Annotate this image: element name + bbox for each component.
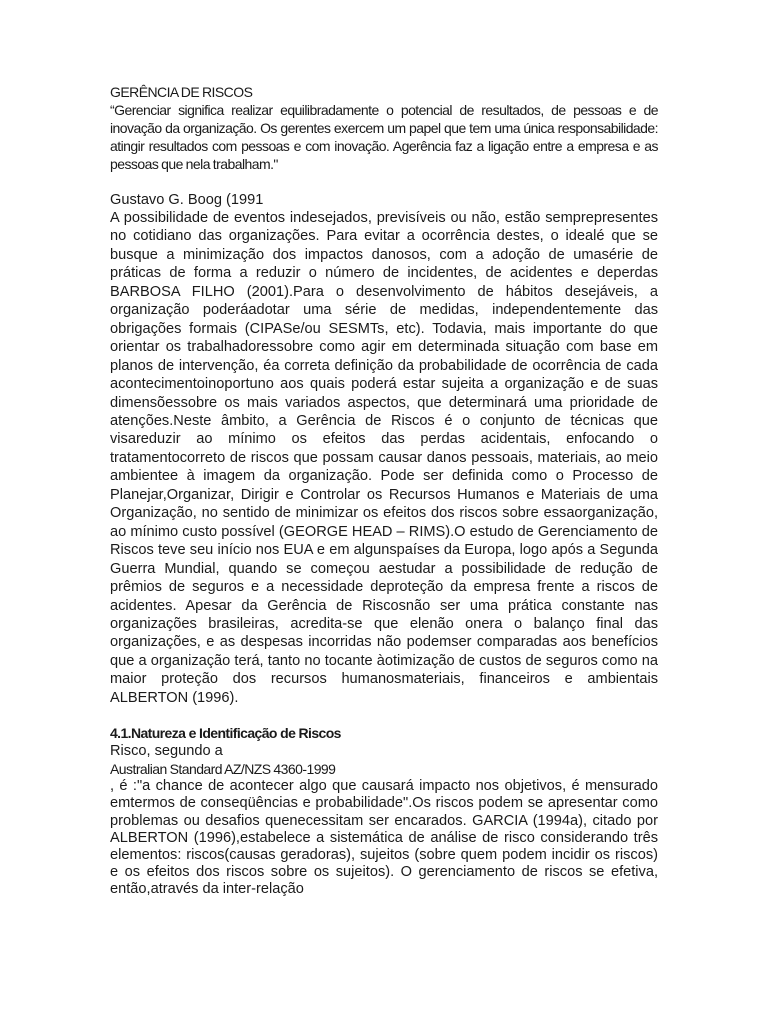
section-heading: 4.1.Natureza e Identificação de Riscos [110, 725, 341, 742]
standard-reference: Australian Standard AZ/NZS 4360-1999 [110, 761, 336, 778]
risk-definition-paragraph: , é :"a chance de acontecer algo que causará impacto nos objetivos, é mensurado emtermos de conseqüências e probabilidade".Os riscos podem se apresentar como problemas ou desafios quenecessitam ser encarados. GARCIA (1994a), citado por ALBERTON (1996),estabelece a sistemática de análise de risco considerando três elementos: riscos(causas geradoras), sujeitos (sobre quem podem incidir os riscos) e os efeitos dos riscos sobre os sujeitos). O gerenciamento de riscos se efetiva, então,através da inter-relação [110, 778, 658, 898]
epigraph-quote: “Gerenciar significa realizar equilibradamente o potencial de resultados, de pessoas e de inovação da organização. Os gerentes exercem um papel que tem uma única responsabilidade: atingir resultados com pessoas e com inovação. Agerência faz a ligação entre a empresa e as pessoas que nela trabalham." [110, 102, 658, 172]
document-page [110, 83, 658, 899]
quote-author: Gustavo G. Boog (1991 [110, 192, 264, 208]
body-paragraph: A possibilidade de eventos indesejados, previsíveis ou não, estão semprepresentes no cotidiano das organizações. Para evitar a ocorrência destes, o idealé que se busque a minimização dos impactos danosos, com a adoção de umasérie de práticas de forma a reduzir o número de incidentes, de acidentes e deperdas BARBOSA FILHO (2001).Para o desenvolvimento de hábitos desejáveis, a organização poderáadotar uma série de medidas, independentemente das obrigações formais (CIPASe/ou SESMTs, etc). Todavia, mais importante do que orientar os trabalhadoressobre como agir em determinada situação com base em planos de intervenção, éa correta definição da probabilidade de ocorrência de cada acontecimentoinoportuno aos quais poderá estar sujeita a organização e de suas dimensõessobre os mais variados aspectos, que determinará uma prioridade de atenções.Neste âmbito, a Gerência de Riscos é o conjunto de técnicas que visareduzir ao mínimo os efeitos das perdas acidentais, enfocando o tratamentocorreto de riscos que possam causar danos pessoais, materiais, ao meio ambientee à imagem da organização. Pode ser definida como o Processo de Planejar,Organizar, Dirigir e Controlar os Recursos Humanos e Materiais de uma Organização, no sentido de minimizar os efeitos dos riscos sobre essaorganização, ao mínimo custo possível (GEORGE HEAD – RIMS).O estudo de Gerenciamento de Riscos teve seu início nos EUA e em algunspaíses da Europa, logo após a Segunda Guerra Mundial, quando se começou aestudar a possibilidade de redução de prêmios de seguros e a necessidade deproteção da empresa frente a riscos de acidentes. Apesar da Gerência de Riscosnão ser uma prática constante nas organizações brasileiras, acredita-se que elenão onera o balanço final das organizações, e as despesas incorridas não podemser comparadas aos benefícios que a organização terá, tanto no tocante àotimização de custos de seguros como na maior proteção dos recursos humanosmateriais, financeiros e ambientais ALBERTON (1996). [110, 210, 658, 706]
document-title: GERÊNCIA DE RISCOS [110, 84, 253, 100]
risk-intro-line: Risco, segundo a [110, 743, 223, 760]
